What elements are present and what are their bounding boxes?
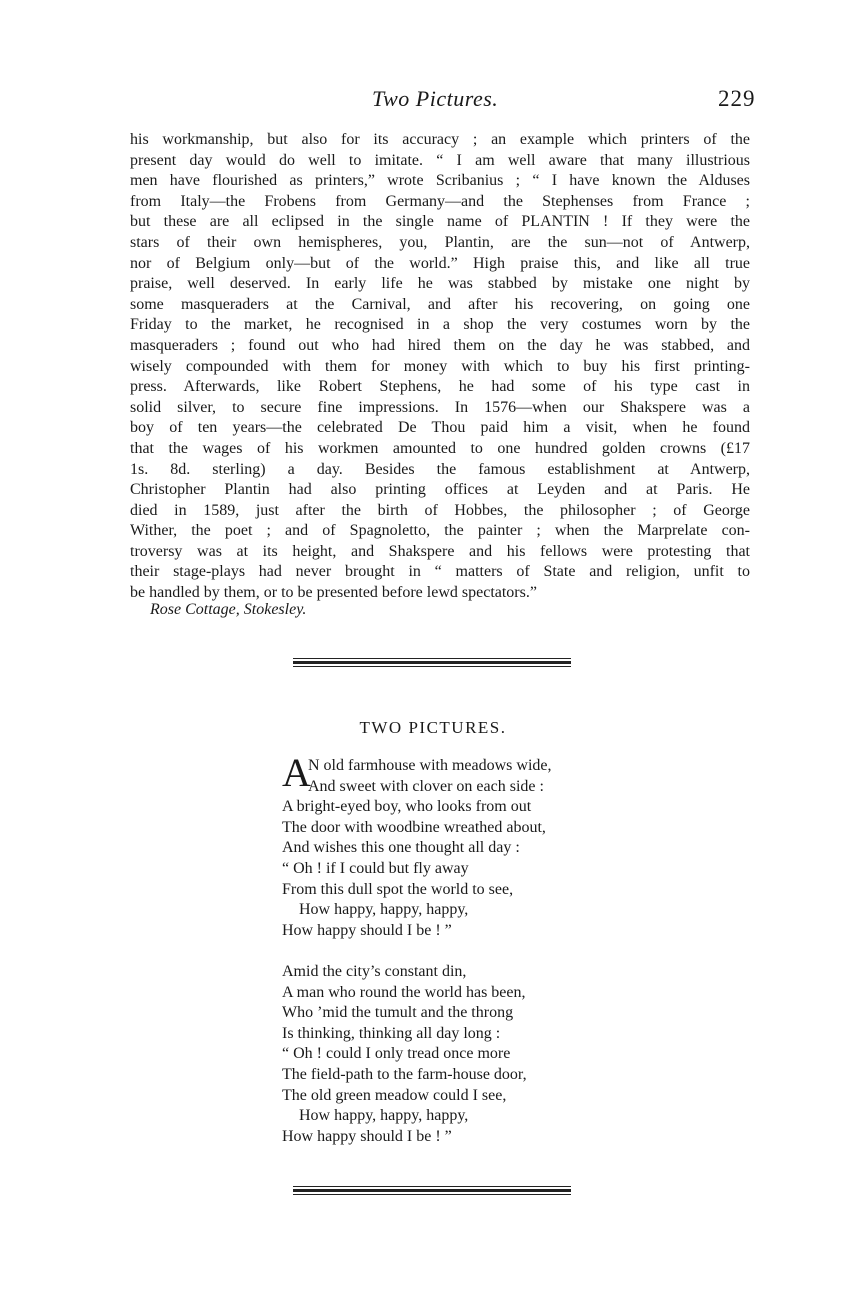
prose-line: their stage-plays had never brought in “ matters of State and religion, unfit to xyxy=(130,563,750,581)
running-title: Two Pictures. xyxy=(372,86,499,111)
prose-line: present day would do well to imitate. “ I am well aware that many illustrious xyxy=(130,151,750,169)
page-number: 229 xyxy=(718,86,756,111)
poem-line: How happy, happy, happy, xyxy=(299,901,469,919)
section-divider-bottom xyxy=(293,1186,571,1195)
prose-line: solid silver, to secure fine impressions. In 1576—when our Shakspere was a xyxy=(130,398,750,416)
prose-line: but these are all eclipsed in the single name of PLANTIN ! If they were the xyxy=(130,213,750,231)
poem-line: A bright-eyed boy, who looks from out xyxy=(282,798,532,816)
prose-line: praise, well deserved. In early life he was stabbed by mistake one night by xyxy=(130,275,750,293)
poem-line: “ Oh ! if I could but fly away xyxy=(282,859,469,877)
drop-cap: A xyxy=(282,750,311,795)
poem-line: “ Oh ! could I only tread once more xyxy=(282,1045,511,1063)
divider-line xyxy=(293,1189,571,1192)
prose-line: that the wages of his workmen amounted to one hundred golden crowns (£17 xyxy=(130,439,750,457)
poem-line: The field-path to the farm-house door, xyxy=(282,1065,527,1083)
divider-line xyxy=(293,1194,571,1195)
poem-title-text: TWO PICTURES. xyxy=(359,718,507,737)
prose-line: Friday to the market, he recognised in a shop the very costumes worn by the xyxy=(130,316,750,334)
poem-stanza-2 xyxy=(282,962,527,1147)
divider-line xyxy=(293,661,571,664)
prose-line: men have flourished as printers,” wrote Scribanius ; “ I have known the Alduses xyxy=(130,172,750,190)
divider-line xyxy=(293,666,571,667)
prose-line: Wither, the poet ; and of Spagnoletto, the painter ; when the Marprelate con- xyxy=(130,522,750,540)
poem-line: And wishes this one thought all day : xyxy=(282,839,520,857)
prose-paragraph xyxy=(130,130,750,604)
divider-line xyxy=(293,1186,571,1187)
poem-line: Who ’mid the tumult and the throng xyxy=(282,1004,514,1022)
poem-line: How happy, happy, happy, xyxy=(299,1107,469,1125)
signature: Rose Cottage, Stokesley. xyxy=(150,601,307,618)
poem-line: How happy should I be ! ” xyxy=(282,1127,452,1145)
poem-line: N old farmhouse with meadows wide, xyxy=(308,757,552,774)
prose-line: nor of Belgium only—but of the world.” High praise this, and like all true xyxy=(130,254,750,272)
poem-title xyxy=(0,718,862,738)
poem-line: The door with woodbine wreathed about, xyxy=(282,818,546,836)
prose-line: from Italy—the Frobens from Germany—and the Stephenses from France ; xyxy=(130,192,750,210)
poem-line: From this dull spot the world to see, xyxy=(282,880,514,898)
prose-line: press. Afterwards, like Robert Stephens, he had some of his type cast in xyxy=(130,378,750,396)
poem-line: The old green meadow could I see, xyxy=(282,1086,507,1104)
divider-line xyxy=(293,658,571,659)
poem-line: How happy should I be ! ” xyxy=(282,921,452,939)
prose-line: 1s. 8d. sterling) a day. Besides the famous establishment at Antwerp, xyxy=(130,460,750,478)
poem-line: And sweet with clover on each side : xyxy=(308,777,544,795)
poem-line: Is thinking, thinking all day long : xyxy=(282,1024,501,1042)
prose-line: boy of ten years—the celebrated De Thou paid him a visit, when he found xyxy=(130,419,750,437)
prose-line: stars of their own hemispheres, you, Plantin, are the sun—not of Antwerp, xyxy=(130,233,750,251)
running-header xyxy=(0,86,862,116)
prose-line: some masqueraders at the Carnival, and after his recovering, on going one xyxy=(130,295,750,313)
poem-line: A man who round the world has been, xyxy=(282,983,526,1001)
section-divider-top xyxy=(293,658,571,667)
prose-line: masqueraders ; found out who had hired them on the day he was stabbed, and xyxy=(130,336,750,354)
poem-line: Amid the city’s constant din, xyxy=(282,963,467,980)
prose-line: be handled by them, or to be presented before lewd spectators.” xyxy=(130,584,537,602)
prose-line: troversy was at its height, and Shakspere and his fellows were protesting that xyxy=(130,542,750,560)
prose-line: his workmanship, but also for its accuracy ; an example which printers of the xyxy=(130,131,750,148)
prose-line: Christopher Plantin had also printing offices at Leyden and at Paris. He xyxy=(130,481,750,499)
prose-line: died in 1589, just after the birth of Hobbes, the philosopher ; of George xyxy=(130,501,750,519)
prose-line: wisely compounded with them for money with which to buy his first printing- xyxy=(130,357,750,375)
poem-stanza-1 xyxy=(282,750,552,941)
